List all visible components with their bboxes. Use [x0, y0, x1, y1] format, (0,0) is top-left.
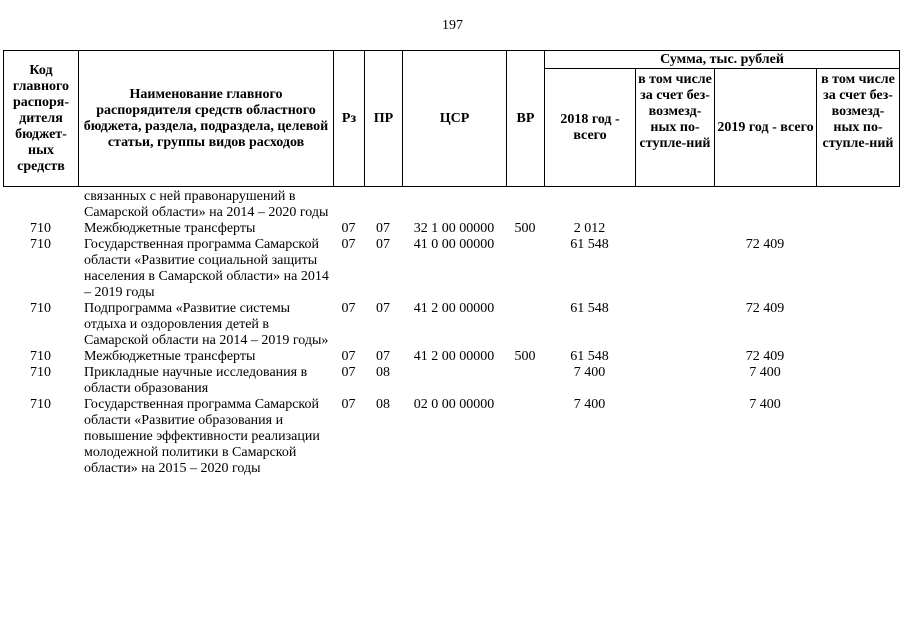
header-code: Код главного распоря-дителя бюджет-ных средств	[4, 51, 79, 187]
cell-rz: 07	[341, 301, 356, 316]
cell-pr	[364, 189, 402, 221]
cell-csr: 41 2 00 00000	[413, 301, 495, 316]
cell-pr: 07	[376, 221, 390, 236]
table-row	[3, 221, 899, 237]
cell-2018-free	[635, 189, 714, 221]
cell-code: 710	[30, 397, 51, 412]
header-rz: Рз	[334, 51, 365, 187]
cell-code: 710	[30, 237, 51, 252]
cell-2019-total: 72 409	[745, 349, 785, 364]
cell-pr: 08	[376, 397, 390, 412]
cell-csr	[402, 365, 506, 397]
cell-2018-free	[635, 221, 714, 237]
header-vr: ВР	[507, 51, 545, 187]
cell-2019-free	[816, 397, 899, 477]
cell-2019-free	[816, 221, 899, 237]
cell-rz: 07	[341, 221, 356, 236]
cell-2019-total	[714, 221, 816, 237]
cell-2019-free	[816, 237, 899, 301]
cell-vr: 500	[514, 221, 536, 236]
cell-vr	[506, 301, 544, 349]
cell-2018-free	[635, 397, 714, 477]
cell-name: связанных с ней правонарушений в Самарской области» на 2014 – 2020 годы	[84, 189, 329, 220]
cell-name: Государственная программа Самарской области «Развитие образования и повышение эффективности реализации молодежной политики в Самарской области» на 2015 – 2020 годы	[84, 397, 320, 476]
cell-2018-total: 61 548	[570, 301, 609, 316]
cell-csr: 02 0 00 00000	[413, 397, 495, 412]
table-row	[3, 237, 899, 301]
cell-vr	[506, 237, 544, 301]
cell-2019-total: 7 400	[749, 397, 781, 412]
header-2019-free: в том числе за счет без-возмезд-ных по-ступле-ний	[817, 69, 900, 187]
cell-2019-total: 72 409	[745, 301, 785, 316]
cell-2018-total: 61 548	[570, 349, 609, 364]
header-2018-free: в том числе за счет без-возмезд-ных по-ступле-ний	[636, 69, 715, 187]
cell-2018-free	[635, 365, 714, 397]
cell-name: Прикладные научные исследования в области образования	[84, 365, 308, 396]
cell-2018-total	[544, 189, 635, 221]
cell-csr: 41 2 00 00000	[413, 349, 495, 364]
table-row	[3, 349, 899, 365]
header-name: Наименование главного распорядителя средств областного бюджета, раздела, подраздела, целевой статьи, группы видов расходов	[79, 51, 334, 187]
cell-vr: 500	[514, 349, 536, 364]
cell-code: 710	[30, 301, 51, 316]
cell-2019-total: 72 409	[745, 237, 785, 252]
cell-2018-total: 7 400	[573, 397, 606, 412]
table-row	[3, 365, 899, 397]
cell-name: Межбюджетные трансферты	[84, 221, 256, 236]
cell-2019-free	[816, 189, 899, 221]
header-pr: ПР	[365, 51, 403, 187]
table-body	[3, 189, 899, 477]
table-row	[3, 189, 899, 221]
cell-csr	[402, 189, 506, 221]
cell-pr: 07	[376, 349, 390, 364]
header-sum-title: Сумма, тыс. рублей	[545, 51, 900, 69]
table-header	[3, 50, 900, 187]
cell-2018-free	[635, 237, 714, 301]
cell-vr	[506, 189, 544, 221]
cell-pr: 08	[376, 365, 390, 380]
cell-code: 710	[30, 221, 51, 236]
cell-2018-free	[635, 349, 714, 365]
cell-2019-total: 7 400	[749, 365, 781, 380]
header-2018-total: 2018 год - всего	[545, 69, 636, 187]
table-row	[3, 397, 899, 477]
cell-name: Межбюджетные трансферты	[84, 349, 256, 364]
cell-rz: 07	[341, 397, 356, 412]
cell-rz	[333, 189, 364, 221]
cell-code	[3, 189, 78, 221]
cell-2019-free	[816, 349, 899, 365]
cell-rz: 07	[341, 365, 356, 380]
cell-2018-total: 7 400	[573, 365, 606, 380]
cell-2019-free	[816, 301, 899, 349]
cell-code: 710	[30, 365, 51, 380]
cell-vr	[506, 397, 544, 477]
table-row	[3, 301, 899, 349]
cell-name: Государственная программа Самарской области «Развитие социальной защиты населения в Самарской области» на 2014 – 2019 годы	[84, 237, 329, 300]
cell-2018-total: 2 012	[573, 221, 606, 236]
cell-code: 710	[30, 349, 51, 364]
cell-2019-total	[714, 189, 816, 221]
cell-2018-total: 61 548	[570, 237, 609, 252]
cell-rz: 07	[341, 237, 356, 252]
cell-2018-free	[635, 301, 714, 349]
cell-rz: 07	[341, 349, 356, 364]
cell-csr: 41 0 00 00000	[413, 237, 495, 252]
cell-pr: 07	[376, 237, 390, 252]
header-csr: ЦСР	[403, 51, 507, 187]
page-number: 197	[442, 18, 463, 33]
header-2019-total: 2019 год - всего	[715, 69, 817, 187]
cell-csr: 32 1 00 00000	[413, 221, 495, 236]
cell-2019-free	[816, 365, 899, 397]
cell-name: Подпрограмма «Развитие системы отдыха и оздоровления детей в Самарской области на 2014 – 2019 годы»	[84, 301, 329, 348]
cell-pr: 07	[376, 301, 390, 316]
cell-vr	[506, 365, 544, 397]
